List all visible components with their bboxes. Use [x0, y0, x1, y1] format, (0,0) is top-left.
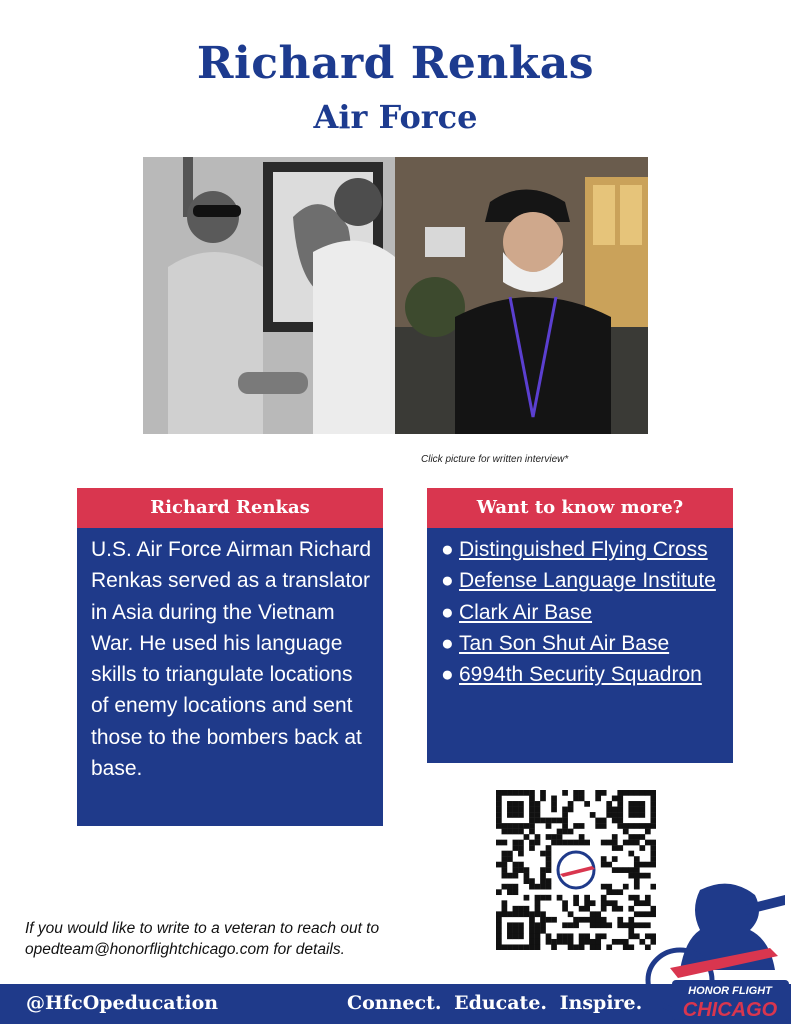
bullet-icon: ●	[441, 631, 454, 655]
honor-flight-chicago-logo	[640, 880, 791, 1024]
bio-card-text: U.S. Air Force Airman Richard Renkas served as a translator in Asia during the Vietnam War. He used his language skills to triangulate locations of enemy locations and sent those to the bombers back at base.	[91, 538, 372, 781]
link-distinguished-flying-cross[interactable]: Distinguished Flying Cross	[459, 538, 708, 561]
list-item	[441, 534, 729, 565]
qr-center-logo-icon	[552, 846, 600, 894]
bullet-icon: ●	[441, 663, 454, 687]
photo-caption: Click picture for written interview*	[421, 454, 569, 465]
list-item	[441, 565, 729, 596]
page-subtitle-branch: Air Force	[313, 98, 478, 136]
bio-card-heading: Richard Renkas	[77, 488, 383, 528]
qr-code[interactable]	[496, 790, 656, 950]
resource-link-list	[427, 528, 733, 690]
link-6994th-security-squadron[interactable]: 6994th Security Squadron	[459, 663, 702, 687]
bullet-icon: ●	[441, 600, 454, 624]
social-handle: @HfcOpeducation	[26, 992, 219, 1014]
page-title: Richard Renkas	[196, 38, 595, 89]
contact-note	[25, 918, 465, 960]
logo-line-1: HONOR FLIGHT	[688, 985, 772, 997]
link-tan-son-shut-air-base[interactable]: Tan Son Shut Air Base	[459, 631, 670, 655]
link-clark-air-base[interactable]: Clark Air Base	[459, 600, 593, 624]
present-day-veteran-photo[interactable]	[395, 157, 648, 434]
contact-email-line: opedteam@honorflightchicago.com for details.	[25, 941, 345, 958]
bullet-icon: ●	[441, 538, 454, 561]
link-defense-language-institute[interactable]: Defense Language Institute	[459, 569, 716, 593]
footer-tagline: Connect. Educate. Inspire.	[347, 992, 643, 1014]
list-item	[441, 659, 729, 690]
bio-card	[77, 488, 383, 826]
bullet-icon: ●	[441, 569, 454, 593]
logo-line-2: CHICAGO	[682, 999, 778, 1021]
list-item	[441, 597, 729, 628]
more-info-card	[427, 488, 733, 763]
vintage-ceremony-photo[interactable]	[143, 157, 395, 434]
list-item	[441, 628, 729, 659]
contact-line-1: If you would like to write to a veteran to reach out to	[25, 920, 380, 937]
more-info-heading: Want to know more?	[427, 488, 733, 528]
